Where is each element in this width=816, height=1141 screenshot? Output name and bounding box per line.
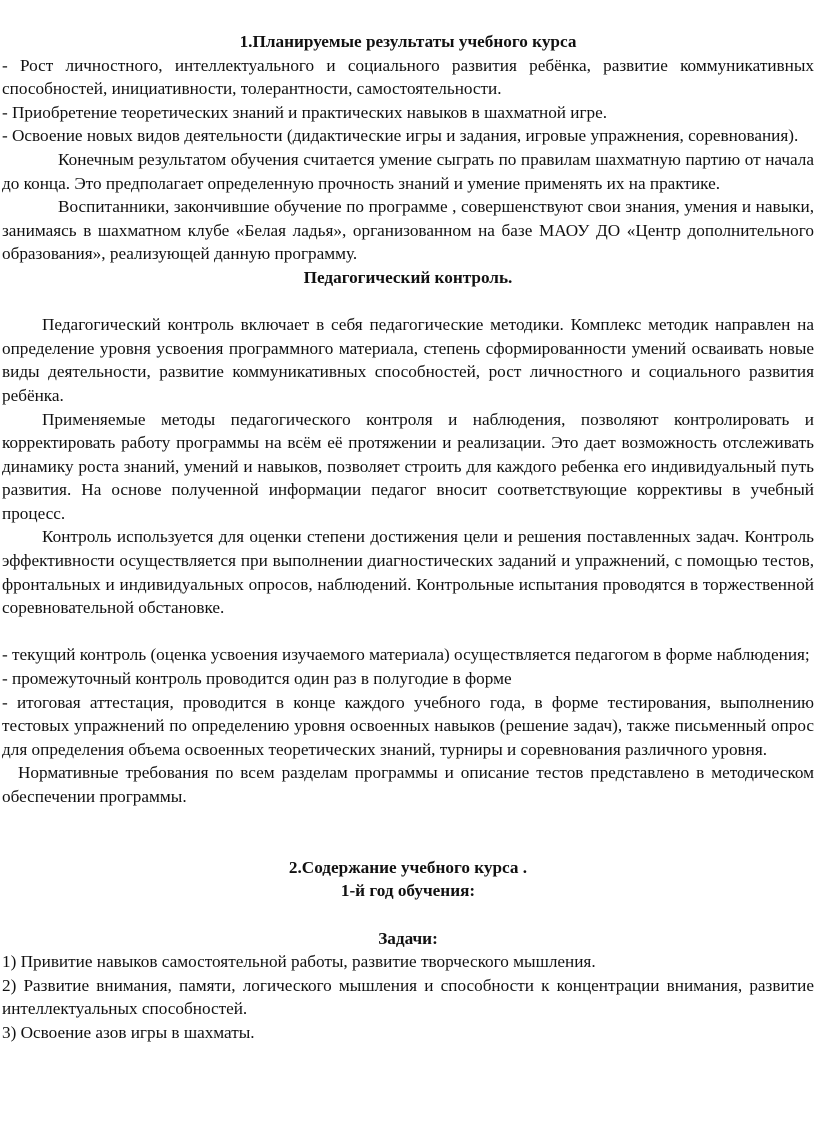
section2-heading: 2.Содержание учебного курса . bbox=[288, 857, 528, 877]
section2-subheading: 1-й год обучения: bbox=[340, 881, 476, 901]
control-type-item: - итоговая аттестация, проводится в конце каждого учебного года, в форме тестирования, выполнению тестовых упражнений по определению уровня освоенных навыков (решение задач), также письменный опрос для определения объема освоенных теоретических знаний, турниры и соревнования различного уровня. bbox=[2, 692, 814, 759]
blank-line bbox=[2, 290, 814, 314]
section1-heading: 1.Планируемые результаты учебного курса bbox=[239, 32, 577, 51]
control-type-item: - промежуточный контроль проводится один раз в полугодие в форме bbox=[2, 669, 512, 689]
task-item: 1) Привитие навыков самостоятельной работы, развитие творческого мышления. bbox=[2, 952, 596, 972]
control-heading: Педагогический контроль. bbox=[303, 267, 513, 287]
graduates-paragraph: Воспитанники, закончившие обучение по программе , совершенствуют свои знания, умения и навыки, занимаясь в шахматном клубе «Белая ладья», организованном на базе МАОУ ДО «Центр дополнительного образования», реализующей данную программу. bbox=[2, 197, 814, 264]
result-item: - Приобретение теоретических знаний и практических навыков в шахматной игре. bbox=[2, 102, 608, 122]
final-result-paragraph: Конечным результатом обучения считается умение сыграть по правилам шахматную партию от начала до конца. Это предполагает определенную прочность знаний и умение применять их на практике. bbox=[2, 149, 814, 193]
blank-line bbox=[2, 620, 814, 644]
control-paragraph-1: Педагогический контроль включает в себя педагогические методики. Комплекс методик направлен на определение уровня усвоения программного материала, степень сформированности умений осваивать новые виды деятельности, развитие коммуникативных способностей, рост личностного и социального развития ребёнка. bbox=[2, 315, 814, 405]
blank-line bbox=[2, 832, 814, 856]
tasks-heading: Задачи: bbox=[378, 928, 438, 948]
result-item: - Рост личностного, интеллектуального и социального развития ребёнка, развитие коммуникативных способностей, инициативности, толерантности, самостоятельности. bbox=[2, 55, 814, 99]
blank-line bbox=[2, 903, 814, 927]
control-paragraph-3: Контроль используется для оценки степени достижения цели и решения поставленных задач. Контроль эффективности осуществляется при выполнении диагностических заданий и упражнений, с помощью тестов, фронтальных и индивидуальных опросов, наблюдений. Контрольные испытания проводятся в торжественной соревновательной обстановке. bbox=[2, 527, 814, 618]
norms-paragraph: Нормативные требования по всем разделам программы и описание тестов представлено в методическом обеспечении программы. bbox=[2, 763, 814, 806]
blank-line bbox=[2, 809, 814, 833]
control-type-item: - текущий контроль (оценка усвоения изучаемого материала) осуществляется педагогом в форме наблюдения; bbox=[2, 645, 810, 665]
result-item: - Освоение новых видов деятельности (дидактические игры и задания, игровые упражнения, соревнования). bbox=[2, 126, 799, 146]
task-item: 2) Развитие внимания, памяти, логического мышления и способности к концентрации внимания, развитие интеллектуальных способностей. bbox=[2, 975, 814, 1019]
task-item: 3) Освоение азов игры в шахматы. bbox=[2, 1022, 255, 1042]
control-paragraph-2: Применяемые методы педагогического контроля и наблюдения, позволяют контролировать и корректировать работу программы на всём её протяжении и реализации. Это дает возможность отслеживать динамику роста знаний, умений и навыков, позволяет строить для каждого ребенка его индивидуальный путь развития. На основе полученной информации педагог вносит соответствующие коррективы в учебный процесс. bbox=[2, 409, 814, 523]
